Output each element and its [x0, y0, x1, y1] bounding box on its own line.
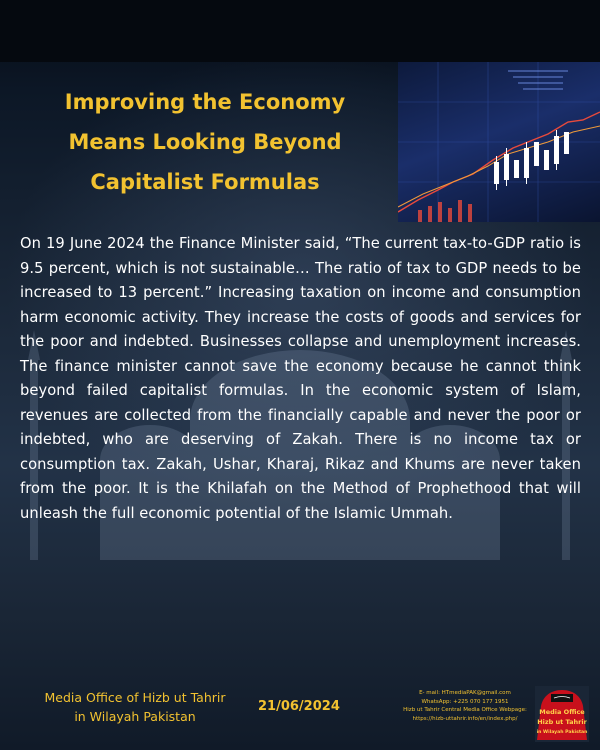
media-office-name [20, 688, 250, 726]
logo-line-2: Hizb ut Tahrir [537, 718, 587, 726]
email-text: E- mail: HTmediaPAK@gmail.com [419, 690, 511, 696]
candlestick-chart-icon [398, 62, 600, 222]
webpage-label: Hizb ut Tahrir Central Media Office Webpage: [403, 707, 527, 714]
page-title [20, 82, 390, 202]
publication-date: 21/06/2024 [258, 699, 340, 714]
title-line-3: Capitalist Formulas [90, 170, 320, 194]
title-line-2: Means Looking Beyond [68, 130, 342, 154]
media-office-line-2: in Wilayah Pakistan [74, 709, 196, 724]
media-office-logo-icon [535, 686, 589, 742]
whatsapp-text: WhatsApp: +225 070 177 1951 [421, 698, 509, 705]
logo-line-1: Media Office [539, 708, 585, 716]
media-office-line-1: Media Office of Hizb ut Tahrir [44, 690, 226, 705]
body-text: On 19 June 2024 the Finance Minister said, “The current tax-to-GDP ratio is 9.5 percent, which is not sustainable… The ratio of tax to GDP needs to be increased to 13 percent.” Increasing taxation on income and consumption harm economic activity. They increase the costs of goods and services for the poor and indebted. Businesses collapse and unemployment increases. The finance minister cannot save the economy because he cannot think beyond failed capitalist formulas. In the economic system of Islam, revenues are collected from the financially capable and never the poor or indebted, who are deserving of Zakah. There is no income tax or consumption tax. Zakah, Ushar, Kharaj, Rikaz and Khums are never taken from the poor. It is the Khilafah on the Method of Prophethood that will unleash the full economic potential of the Islamic Ummah. [20, 235, 581, 522]
logo-line-3: in Wilayah Pakistan [536, 730, 588, 735]
contact-info [400, 689, 530, 723]
title-line-1: Improving the Economy [64, 90, 346, 114]
webpage-url: https://hizb-uttahrir.info/en/index.php/ [412, 715, 518, 722]
top-band [0, 0, 600, 62]
financial-chart-image [398, 62, 600, 222]
